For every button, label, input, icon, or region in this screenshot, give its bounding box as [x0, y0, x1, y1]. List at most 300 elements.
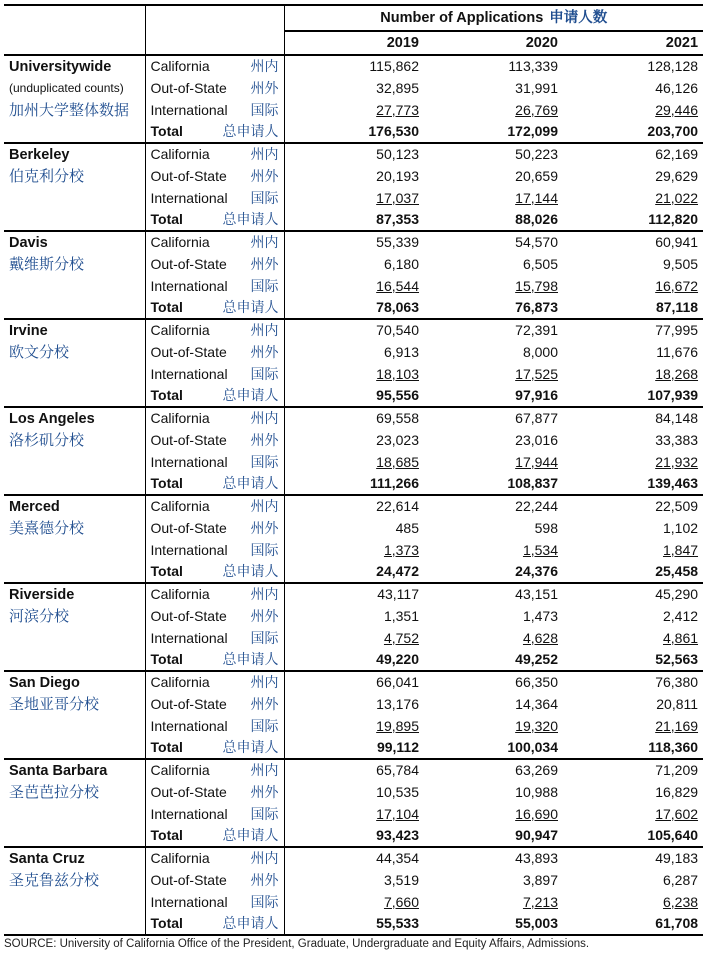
value-text: 1,373	[383, 541, 419, 558]
table-row	[4, 231, 703, 253]
value-cell	[563, 781, 703, 803]
value-text: 33,383	[655, 431, 699, 448]
value-cell	[284, 165, 424, 187]
value-text: 70,540	[376, 322, 419, 338]
value-cell	[284, 737, 424, 759]
value-cell	[563, 165, 703, 187]
value-cell	[284, 99, 424, 121]
source-note: SOURCE: University of California Office of the President, Graduate, Undergraduate and Equity Affairs, Admissions.	[4, 938, 590, 950]
category-label-cn: 州内	[250, 850, 279, 866]
value-cell	[563, 891, 703, 913]
value-cell	[424, 99, 563, 121]
table-row	[4, 539, 703, 561]
table-row	[4, 649, 703, 671]
campus-name-cn	[4, 781, 145, 803]
category-cell	[145, 561, 284, 583]
category-label: California	[150, 850, 210, 866]
campus-cell	[4, 825, 145, 847]
value-cell	[284, 781, 424, 803]
campus-name-cn-text: 戴维斯分校	[9, 255, 85, 273]
category-label: California	[150, 410, 210, 426]
header-title-cell	[284, 5, 703, 31]
table-row	[4, 473, 703, 495]
campus-name-text: Irvine	[9, 322, 48, 339]
category-cell	[145, 825, 284, 847]
value-cell	[284, 55, 424, 77]
value-text: 22,244	[515, 498, 558, 514]
value-text: 19,895	[376, 717, 419, 734]
value-text: 78,063	[376, 299, 419, 315]
value-cell	[424, 913, 563, 935]
value-text: 88,026	[515, 211, 558, 227]
category-label-cn: 国际	[250, 365, 279, 382]
value-text: 485	[395, 519, 419, 536]
category-label: California	[150, 146, 210, 162]
category-label: California	[150, 762, 210, 778]
value-cell	[284, 693, 424, 715]
value-text: 25,458	[655, 563, 699, 579]
category-cell	[145, 869, 284, 891]
value-cell	[563, 495, 703, 517]
value-text: 90,947	[515, 827, 558, 843]
campus-name	[4, 143, 145, 165]
category-cell	[145, 121, 284, 143]
category-cell	[145, 341, 284, 363]
value-cell	[284, 231, 424, 253]
table-row	[4, 209, 703, 231]
category-label: Out-of-State	[150, 519, 227, 536]
table-row	[4, 121, 703, 143]
value-cell	[563, 649, 703, 671]
category-label: Out-of-State	[150, 695, 227, 712]
value-text: 21,932	[655, 453, 699, 470]
table-row	[4, 143, 703, 165]
campus-cell	[4, 539, 145, 561]
value-text: 24,472	[376, 563, 419, 579]
value-cell	[424, 473, 563, 495]
value-cell	[563, 143, 703, 165]
value-cell	[284, 869, 424, 891]
table-row	[4, 803, 703, 825]
table-row	[4, 187, 703, 209]
value-text: 18,103	[376, 365, 419, 382]
campus-name	[4, 231, 145, 253]
table-row	[4, 715, 703, 737]
value-text: 43,151	[515, 586, 558, 602]
table-row	[4, 451, 703, 473]
category-label: Out-of-State	[150, 871, 227, 888]
value-text: 1,473	[522, 607, 558, 624]
category-label: Total	[150, 475, 183, 491]
value-cell	[563, 913, 703, 935]
campus-cell	[4, 561, 145, 583]
value-text: 1,534	[522, 541, 558, 558]
campus-cell	[4, 297, 145, 319]
campus-cell	[4, 363, 145, 385]
value-text: 21,022	[655, 189, 699, 206]
value-text: 108,837	[507, 475, 558, 491]
category-label-cn: 州外	[250, 431, 279, 448]
value-cell	[424, 341, 563, 363]
campus-name-cn	[4, 517, 145, 539]
table-row	[4, 693, 703, 715]
table-row	[4, 297, 703, 319]
value-text: 10,988	[515, 783, 558, 800]
campus-name-cn	[4, 253, 145, 275]
category-label: Out-of-State	[150, 783, 227, 800]
value-cell	[424, 407, 563, 429]
value-text: 107,939	[647, 387, 699, 403]
category-label-cn: 总申请人	[222, 211, 279, 227]
category-cell	[145, 803, 284, 825]
header-title-row	[4, 5, 703, 31]
year-header: 2019	[284, 31, 424, 55]
value-cell	[563, 517, 703, 539]
category-label-cn: 州内	[250, 146, 279, 162]
table-row	[4, 55, 703, 77]
value-cell	[424, 55, 563, 77]
value-cell	[563, 275, 703, 297]
campus-name-cn-text: 加州大学整体数据	[9, 101, 130, 119]
value-text: 172,099	[507, 123, 558, 139]
campus-name	[4, 583, 145, 605]
campus-name-text: Merced	[9, 498, 60, 515]
campus-name	[4, 319, 145, 341]
value-text: 84,148	[655, 410, 699, 426]
value-cell	[284, 605, 424, 627]
value-text: 66,350	[515, 674, 558, 690]
category-cell	[145, 913, 284, 935]
value-text: 115,862	[369, 58, 419, 74]
campus-name	[4, 495, 145, 517]
value-cell	[424, 803, 563, 825]
table-row	[4, 407, 703, 429]
value-cell	[284, 363, 424, 385]
value-text: 6,287	[662, 871, 699, 888]
category-label: Out-of-State	[150, 343, 227, 360]
category-label-cn: 国际	[250, 629, 279, 646]
category-cell	[145, 319, 284, 341]
value-cell	[284, 583, 424, 605]
header-title: Number of Applications	[380, 9, 544, 26]
value-cell	[284, 847, 424, 869]
value-text: 139,463	[647, 475, 699, 491]
value-text: 20,193	[376, 167, 419, 184]
value-cell	[284, 759, 424, 781]
value-cell	[424, 429, 563, 451]
value-cell	[563, 583, 703, 605]
table-row	[4, 627, 703, 649]
value-text: 17,944	[515, 453, 558, 470]
campus-name-cn-text: 圣芭芭拉分校	[9, 783, 100, 801]
value-text: 49,220	[376, 651, 419, 667]
value-text: 65,784	[376, 762, 419, 778]
value-cell	[563, 55, 703, 77]
category-label: International	[150, 805, 228, 822]
value-cell	[563, 319, 703, 341]
value-cell	[424, 165, 563, 187]
campus-name-cn-text: 伯克利分校	[9, 167, 85, 185]
value-cell	[563, 407, 703, 429]
value-cell	[284, 385, 424, 407]
campus-cell	[4, 209, 145, 231]
header-blank-cell	[4, 5, 145, 31]
category-label-cn: 州内	[250, 586, 279, 602]
value-text: 3,897	[522, 871, 558, 888]
table-row	[4, 77, 703, 99]
value-cell	[284, 429, 424, 451]
value-text: 203,700	[647, 123, 699, 139]
campus-cell	[4, 627, 145, 649]
value-cell	[284, 803, 424, 825]
category-label: International	[150, 541, 228, 558]
category-label: Total	[150, 123, 183, 139]
value-text: 16,672	[655, 277, 699, 294]
header-blank-cell	[145, 31, 284, 55]
value-text: 598	[534, 519, 558, 536]
value-cell	[424, 715, 563, 737]
value-cell	[424, 583, 563, 605]
value-cell	[424, 539, 563, 561]
value-text: 45,290	[655, 586, 699, 602]
campus-name	[4, 407, 145, 429]
value-cell	[284, 77, 424, 99]
value-text: 97,916	[515, 387, 558, 403]
value-cell	[424, 77, 563, 99]
category-cell	[145, 55, 284, 77]
value-cell	[284, 715, 424, 737]
value-text: 22,614	[376, 498, 419, 514]
category-label-cn: 国际	[250, 893, 279, 910]
value-text: 21,169	[655, 717, 699, 734]
category-label-cn: 州外	[250, 783, 279, 800]
value-text: 69,558	[376, 410, 419, 426]
value-cell	[424, 187, 563, 209]
value-cell	[284, 495, 424, 517]
value-cell	[284, 649, 424, 671]
category-label-cn: 国际	[250, 805, 279, 822]
value-cell	[563, 363, 703, 385]
value-cell	[424, 847, 563, 869]
category-cell	[145, 891, 284, 913]
table-row	[4, 341, 703, 363]
value-cell	[284, 473, 424, 495]
table-row	[4, 583, 703, 605]
category-label: International	[150, 277, 228, 294]
table-row	[4, 429, 703, 451]
campus-cell	[4, 913, 145, 935]
value-text: 112,820	[648, 211, 699, 227]
campus-name-cn-text: 河滨分校	[9, 607, 70, 625]
value-cell	[424, 143, 563, 165]
value-text: 20,811	[656, 695, 699, 712]
campus-cell	[4, 891, 145, 913]
value-text: 32,895	[376, 79, 419, 96]
table-row	[4, 561, 703, 583]
value-text: 31,991	[515, 79, 558, 96]
category-label: Total	[150, 651, 183, 667]
value-text: 29,446	[655, 101, 699, 118]
table-row	[4, 869, 703, 891]
category-label: International	[150, 101, 228, 118]
category-label: Out-of-State	[150, 167, 227, 184]
value-cell	[424, 561, 563, 583]
value-text: 50,123	[376, 146, 419, 162]
value-cell	[563, 561, 703, 583]
value-text: 71,209	[655, 762, 699, 778]
value-text: 16,544	[376, 277, 419, 294]
value-cell	[563, 99, 703, 121]
value-text: 118,360	[648, 739, 699, 755]
value-text: 77,995	[655, 322, 699, 338]
value-cell	[563, 539, 703, 561]
campus-cell	[4, 451, 145, 473]
value-text: 44,354	[376, 850, 419, 866]
category-cell	[145, 517, 284, 539]
value-text: 13,176	[376, 695, 419, 712]
value-cell	[284, 671, 424, 693]
category-label-cn: 总申请人	[222, 563, 279, 579]
category-cell	[145, 847, 284, 869]
value-cell	[424, 495, 563, 517]
value-cell	[424, 363, 563, 385]
value-cell	[563, 253, 703, 275]
category-label-cn: 总申请人	[222, 827, 279, 843]
value-text: 63,269	[515, 762, 558, 778]
category-cell	[145, 363, 284, 385]
category-cell	[145, 275, 284, 297]
value-cell	[563, 429, 703, 451]
category-label-cn: 总申请人	[222, 915, 279, 931]
value-text: 14,364	[515, 695, 558, 712]
value-cell	[284, 891, 424, 913]
campus-name-text: Los Angeles	[9, 410, 95, 427]
category-label: California	[150, 674, 210, 690]
category-label-cn: 国际	[250, 453, 279, 470]
value-cell	[563, 209, 703, 231]
value-cell	[563, 451, 703, 473]
category-label: California	[150, 234, 210, 250]
applications-table	[4, 4, 703, 936]
table-row	[4, 275, 703, 297]
value-cell	[424, 869, 563, 891]
value-text: 43,117	[377, 586, 419, 602]
category-label-cn: 国际	[250, 717, 279, 734]
campus-name	[4, 847, 145, 869]
category-label: International	[150, 717, 228, 734]
category-cell	[145, 693, 284, 715]
category-label: California	[150, 322, 210, 338]
value-cell	[424, 649, 563, 671]
campus-name	[4, 671, 145, 693]
category-label-cn: 总申请人	[222, 299, 279, 315]
value-cell	[563, 473, 703, 495]
category-label: International	[150, 893, 228, 910]
value-text: 23,016	[515, 431, 558, 448]
table-row	[4, 781, 703, 803]
table-row	[4, 165, 703, 187]
value-text: 100,034	[507, 739, 558, 755]
value-cell	[284, 517, 424, 539]
category-label-cn: 州外	[250, 871, 279, 888]
value-cell	[284, 209, 424, 231]
value-text: 95,556	[376, 387, 419, 403]
category-label-cn: 州内	[250, 234, 279, 250]
category-label-cn: 州外	[250, 343, 279, 360]
value-cell	[563, 803, 703, 825]
value-text: 72,391	[515, 322, 558, 338]
value-cell	[424, 209, 563, 231]
value-cell	[563, 231, 703, 253]
value-text: 19,320	[515, 717, 558, 734]
category-cell	[145, 451, 284, 473]
value-cell	[563, 693, 703, 715]
value-cell	[424, 891, 563, 913]
value-cell	[424, 385, 563, 407]
value-text: 87,353	[376, 211, 419, 227]
header-blank-cell	[145, 5, 284, 31]
category-cell	[145, 627, 284, 649]
campus-cell	[4, 121, 145, 143]
category-cell	[145, 715, 284, 737]
value-text: 6,913	[383, 343, 419, 360]
value-text: 67,877	[515, 410, 558, 426]
value-text: 18,268	[655, 365, 699, 382]
value-text: 4,752	[383, 629, 419, 646]
category-label-cn: 州外	[250, 695, 279, 712]
category-label-cn: 州外	[250, 79, 279, 96]
value-cell	[563, 715, 703, 737]
campus-name-text: Berkeley	[9, 146, 70, 163]
value-text: 15,798	[515, 277, 558, 294]
value-text: 26,769	[515, 101, 558, 118]
value-text: 1,847	[662, 541, 699, 558]
campus-cell	[4, 187, 145, 209]
category-cell	[145, 737, 284, 759]
value-cell	[284, 627, 424, 649]
value-text: 6,180	[383, 255, 419, 272]
category-label-cn: 州外	[250, 519, 279, 536]
category-cell	[145, 187, 284, 209]
value-text: 55,533	[376, 915, 419, 931]
category-label: California	[150, 498, 210, 514]
value-text: 49,252	[515, 651, 558, 667]
table-row	[4, 891, 703, 913]
value-cell	[563, 825, 703, 847]
value-cell	[424, 671, 563, 693]
value-cell	[424, 253, 563, 275]
value-text: 61,708	[655, 915, 699, 931]
value-text: 4,861	[662, 629, 699, 646]
campus-cell	[4, 275, 145, 297]
value-text: 76,380	[655, 674, 699, 690]
value-text: 29,629	[655, 167, 699, 184]
value-text: 11,676	[656, 343, 699, 360]
category-cell	[145, 77, 284, 99]
category-label: California	[150, 58, 210, 74]
value-cell	[284, 451, 424, 473]
category-cell	[145, 429, 284, 451]
value-cell	[563, 341, 703, 363]
category-cell	[145, 539, 284, 561]
category-cell	[145, 407, 284, 429]
category-cell	[145, 253, 284, 275]
value-cell	[563, 737, 703, 759]
value-text: 49,183	[655, 850, 699, 866]
table-row	[4, 759, 703, 781]
table-row	[4, 671, 703, 693]
value-cell	[563, 671, 703, 693]
